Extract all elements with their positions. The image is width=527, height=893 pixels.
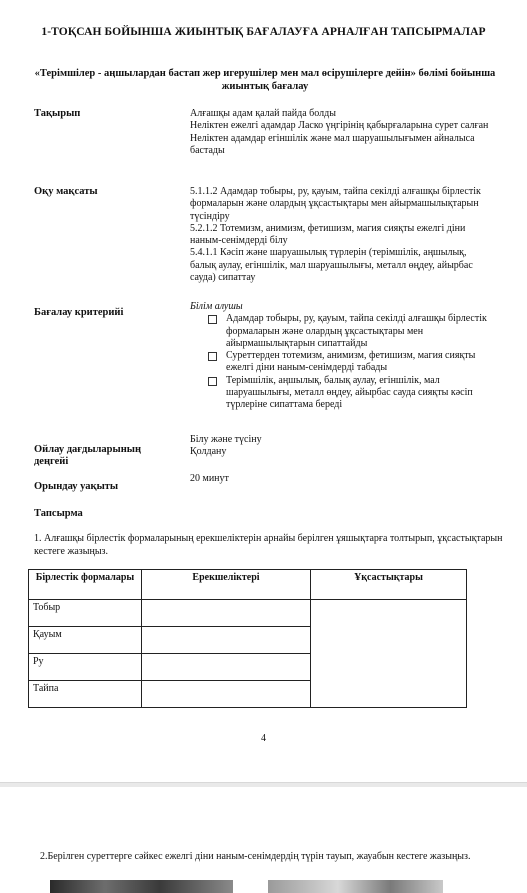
criteria-label: Бағалау критерийі (34, 307, 124, 318)
topic-line: Алғашқы адам қалай пайда болды (190, 108, 336, 119)
skill-line: Қолдану (190, 446, 227, 458)
topic-line: Неліктен адамдар егіншілік және мал шаруашылығымен айналыса бастады (190, 132, 475, 156)
table-header: Ұқсастықтары (311, 570, 467, 600)
criteria-item (190, 313, 495, 350)
checkbox-icon (208, 377, 217, 386)
criteria-item-text: Терімшілік, аңшылық, балық аулау, егіншілік, мал шаруашылығы, металл өңдеу, айырбас сауда сияқты кәсіп түрлеріне сипаттама береді (226, 374, 473, 411)
table-row-label: Ру (29, 654, 142, 681)
table-row-label: Тайпа (29, 681, 142, 708)
topic-label: Тақырып (34, 108, 81, 119)
table-row (29, 600, 467, 627)
features-cell[interactable] (142, 600, 311, 627)
page-separator (0, 782, 527, 787)
features-cell[interactable] (142, 654, 311, 681)
criteria-value (190, 301, 495, 412)
objective-line: 5.1.1.2 Адамдар тобыры, ру, қауым, тайпа секілді алғашқы бірлестік формаларын және олардың ұқсастықтары мен айырмашылықтарын түсіндіру (190, 186, 481, 222)
religion-photo-1 (50, 880, 233, 893)
skills-value (190, 434, 495, 459)
objective-line: 5.4.1.1 Кәсіп және шаруашылық түрлерін (терімшілік, аңшылық, балық аулау, егіншілік, мал шаруашылығы, металл өңдеу, айырбас сауда) сипаттау (190, 247, 473, 284)
question-1: 1. Алғашқы бірлестік формаларының ерекшеліктерін арнайы берілген ұяшықтарға толтырып, ұқсастықтарын кестеге жазыңыз. (34, 533, 503, 557)
similarities-cell[interactable] (311, 600, 467, 708)
table-row-label: Тобыр (29, 600, 142, 627)
table-row-label: Қауым (29, 627, 142, 654)
checkbox-icon (208, 352, 217, 361)
checkbox-icon (208, 315, 217, 324)
table-header: Бірлестік формалары (29, 570, 142, 600)
criteria-item-text: Адамдар тобыры, ру, қауым, тайпа секілді алғашқы бірлестік формаларын және олардың ұқсастықтары мен айырмашылықтарын сипаттайды (226, 313, 487, 349)
skills-label: Ойлау дағдыларының деңгейі (34, 444, 142, 467)
time-label: Орындау уақыты (34, 481, 119, 492)
page-title: 1-ТОҚСАН БОЙЫНША ЖИЫНТЫҚ БАҒАЛАУҒА АРНАЛҒАН ТАПСЫРМАЛАР (41, 26, 486, 38)
topic-line: Неліктен ежелгі адамдар Ласко үңгірінің қабырғаларына сурет салған (190, 120, 489, 132)
table-header: Ерекшеліктері (142, 570, 311, 600)
topic-value (190, 108, 495, 157)
features-cell[interactable] (142, 627, 311, 654)
table-header-row (29, 570, 467, 600)
objective-line: 5.2.1.2 Тотемизм, анимизм, фетишизм, магия сияқты ежелгі діни наным-сенімдерді білу (190, 222, 466, 247)
criteria-item (190, 375, 495, 412)
skill-line: Білу және түсіну (190, 434, 262, 445)
features-cell[interactable] (142, 681, 311, 708)
page-subtitle: «Терімшілер - аңшылардан бастап жер игерушілер мен мал өсірушілерге дейін» бөлімі бойынша жиынтық бағалау (34, 68, 496, 92)
time-value: 20 минут (190, 473, 229, 484)
criteria-intro: Білім алушы (190, 301, 243, 312)
page-number: 4 (261, 733, 266, 744)
criteria-item-text: Суреттерден тотемизм, анимизм, фетишизм, магия сияқты ежелгі діни наным-сенімдерді табады (226, 350, 476, 374)
objectives-label: Оқу мақсаты (34, 186, 98, 197)
question-2: 2.Берілген суреттерге сәйкес ежелгі діни наным-сенімдердің түрін тауып, жауабын кестеге жазыңыз. (40, 851, 471, 862)
religion-photo-2 (268, 880, 443, 893)
objectives-value (190, 186, 495, 284)
comparison-table (28, 569, 467, 708)
criteria-item (190, 350, 495, 375)
task-heading: Тапсырма (34, 508, 83, 519)
